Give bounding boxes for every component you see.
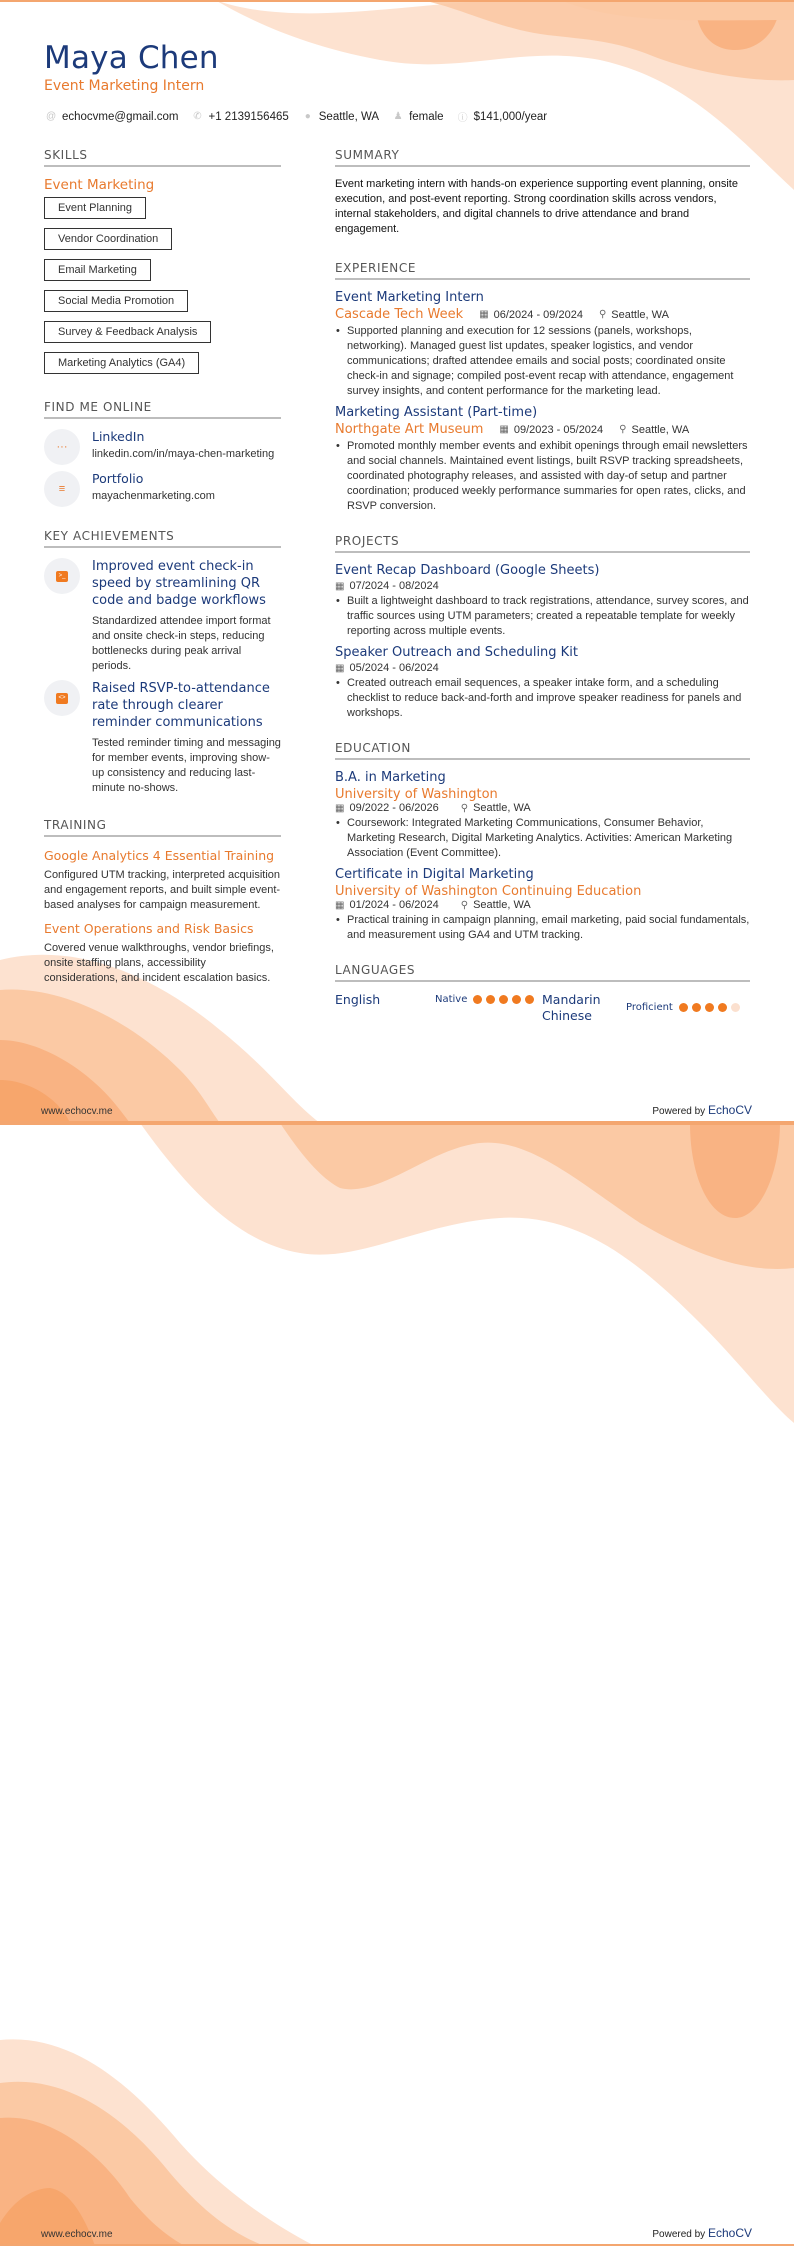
rating-dot-filled bbox=[486, 995, 495, 1004]
skill-group-title: Event Marketing bbox=[44, 177, 155, 193]
dates-value: 09/2022 - 06/2026 bbox=[349, 802, 439, 814]
language-proficiency bbox=[435, 992, 542, 1005]
contact-gender bbox=[393, 111, 444, 123]
rating-dot-filled bbox=[512, 995, 521, 1004]
rating-dot-filled bbox=[705, 1003, 714, 1012]
skill-tags bbox=[44, 197, 281, 374]
location-pin-icon: ⚲ bbox=[460, 899, 469, 911]
summary-text: Event marketing intern with hands-on experience supporting event planning, onsite execution, and post-event reporting. Strong coordination skills across vendors, internal stakeholders, and digital channels to drive attendance and brand engagement. bbox=[335, 178, 738, 235]
find-me-online-section bbox=[44, 400, 281, 507]
dates-value: 05/2024 - 06/2024 bbox=[349, 662, 439, 674]
person-icon: ♟ bbox=[393, 111, 403, 122]
location-value: Seattle, WA bbox=[611, 308, 669, 321]
rating-dot-filled bbox=[499, 995, 508, 1004]
rating-dot-filled bbox=[525, 995, 534, 1004]
skill-tag: Social Media Promotion bbox=[44, 290, 188, 312]
achievement-desc: Tested reminder timing and messaging for member events, improving show-up consistency and reducing last-minute no-shows. bbox=[92, 737, 281, 794]
experience-entry bbox=[335, 405, 750, 514]
decorative-waves-background bbox=[0, 1123, 794, 2246]
section-title-projects: PROJECTS bbox=[335, 534, 750, 553]
phone-icon: ✆ bbox=[193, 111, 202, 122]
project-entry bbox=[335, 645, 750, 721]
rating-dot-filled bbox=[692, 1003, 701, 1012]
project-title: Speaker Outreach and Scheduling Kit bbox=[335, 645, 578, 660]
location-value: Seattle, WA bbox=[318, 110, 380, 123]
project-dates bbox=[335, 662, 439, 674]
achievement-icon-wrap bbox=[44, 680, 80, 716]
training-section bbox=[44, 818, 281, 986]
language-name: Mandarin Chinese bbox=[542, 992, 601, 1023]
key-achievements-section bbox=[44, 529, 281, 796]
menu-icon: ≡ bbox=[44, 471, 80, 507]
contact-bar bbox=[46, 109, 547, 124]
languages-section bbox=[335, 963, 750, 1024]
project-dates bbox=[335, 580, 439, 592]
language-level: Native bbox=[435, 994, 468, 1005]
section-title-languages: LANGUAGES bbox=[335, 963, 750, 982]
online-item-url[interactable]: linkedin.com/in/maya-chen-marketing bbox=[92, 448, 275, 460]
language-name: English bbox=[335, 992, 381, 1007]
education-degree: Certificate in Digital Marketing bbox=[335, 867, 534, 882]
gender-value: female bbox=[409, 110, 444, 123]
section-title-online: FIND ME ONLINE bbox=[44, 400, 281, 419]
resume-page-2 bbox=[0, 1123, 794, 2246]
experience-title: Marketing Assistant (Part-time) bbox=[335, 405, 538, 420]
experience-entry bbox=[335, 290, 750, 399]
footer-website[interactable]: www.echocv.me bbox=[41, 1106, 113, 1117]
education-section bbox=[335, 741, 750, 943]
language-level: Proficient bbox=[626, 1002, 673, 1013]
location-value: Seattle, WA bbox=[631, 423, 690, 436]
languages-row bbox=[335, 992, 750, 1024]
right-column bbox=[335, 148, 750, 1044]
experience-bullet: • Promoted monthly member events and exhibit openings through email newsletters and social channels. Maintained event listings, built RSVP tracking spreadsheets, coordinated photography releases, and assisted with day-of setup and partner coordination; produced weekly performance summaries for open rates, clicks, and RSVP conversion. bbox=[335, 439, 750, 514]
powered-by-label: Powered by bbox=[652, 2229, 706, 2240]
project-bullet: • Built a lightweight dashboard to track registrations, attendance, survey scores, and traffic sources using UTM parameters; created a repeatable template for weekly reporting across multiple events. bbox=[335, 594, 750, 639]
online-item-label: Portfolio bbox=[92, 471, 144, 486]
rating-dot-filled bbox=[718, 1003, 727, 1012]
section-title-experience: EXPERIENCE bbox=[335, 261, 750, 280]
achievement-item bbox=[44, 680, 281, 796]
rating-dots bbox=[473, 995, 534, 1004]
location-value: Seattle, WA bbox=[473, 802, 531, 814]
experience-location bbox=[619, 424, 689, 436]
code-icon: <> bbox=[56, 693, 68, 704]
footer-website[interactable]: www.echocv.me bbox=[41, 2229, 113, 2240]
location-pin-icon: ⚲ bbox=[619, 424, 627, 435]
brand-name: EchoCV bbox=[707, 1103, 752, 1117]
education-school: University of Washington Continuing Education bbox=[335, 884, 642, 899]
project-entry bbox=[335, 563, 750, 639]
training-title: Event Operations and Risk Basics bbox=[44, 921, 254, 936]
section-title-achievements: KEY ACHIEVEMENTS bbox=[44, 529, 281, 548]
online-item-label: LinkedIn bbox=[92, 429, 145, 444]
calendar-icon: ▦ bbox=[499, 424, 509, 435]
terminal-icon: >_ bbox=[56, 571, 68, 582]
at-icon: @ bbox=[46, 111, 57, 122]
education-degree: B.A. in Marketing bbox=[335, 770, 446, 785]
experience-org: Northgate Art Museum bbox=[335, 422, 484, 437]
location-value: Seattle, WA bbox=[473, 899, 531, 911]
rating-dots bbox=[679, 1003, 740, 1012]
achievement-desc: Standardized attendee import format and onsite check-in steps, reducing bottlenecks during peak arrival periods. bbox=[92, 615, 271, 672]
footer-powered-by[interactable] bbox=[652, 2226, 752, 2240]
candidate-title: Event Marketing Intern bbox=[44, 78, 205, 94]
training-title: Google Analytics 4 Essential Training bbox=[44, 848, 275, 863]
experience-dates bbox=[499, 424, 603, 436]
experience-dates bbox=[479, 309, 583, 321]
salary-icon: ⓘ bbox=[457, 113, 468, 124]
dates-value: 07/2024 - 08/2024 bbox=[349, 580, 439, 592]
contact-salary bbox=[458, 109, 548, 124]
projects-section bbox=[335, 534, 750, 721]
salary-value: $141,000/year bbox=[473, 110, 548, 123]
skills-section bbox=[44, 148, 281, 374]
education-location bbox=[461, 899, 531, 911]
experience-org: Cascade Tech Week bbox=[335, 307, 464, 322]
left-column bbox=[44, 148, 281, 993]
online-item-linkedin[interactable] bbox=[44, 429, 281, 465]
calendar-icon: ▦ bbox=[335, 662, 345, 674]
experience-section bbox=[335, 261, 750, 514]
section-title-education: EDUCATION bbox=[335, 741, 750, 760]
calendar-icon: ▦ bbox=[335, 802, 345, 814]
calendar-icon: ▦ bbox=[479, 309, 489, 320]
skill-tag: Email Marketing bbox=[44, 259, 151, 281]
rating-dot-filled bbox=[679, 1003, 688, 1012]
education-dates bbox=[335, 899, 439, 911]
location-pin-icon: ⚲ bbox=[598, 309, 607, 320]
achievement-item bbox=[44, 558, 281, 674]
language-proficiency bbox=[626, 992, 740, 1013]
section-title-summary: SUMMARY bbox=[335, 148, 750, 167]
ellipsis-icon: ··· bbox=[44, 429, 80, 465]
email-value: echocvme@gmail.com bbox=[62, 110, 179, 123]
experience-bullet: • Supported planning and execution for 12 sessions (panels, workshops, networking). Managed guest list updates, speaker logistics, and vendor communications; drafted attendee emails and social posts; coordinated onsite check-in and signage; compiled post-event recap with attendance, engagement survey insights, and content performance for the marketing lead. bbox=[335, 324, 750, 399]
contact-phone[interactable] bbox=[193, 111, 289, 123]
experience-location bbox=[599, 309, 669, 321]
education-location bbox=[461, 802, 531, 814]
achievement-icon-wrap bbox=[44, 558, 80, 594]
footer-powered-by[interactable] bbox=[652, 1103, 752, 1117]
education-bullet: • Coursework: Integrated Marketing Communications, Consumer Behavior, Marketing Research, Digital Marketing Analytics. Activities: American Marketing Association (Event Committee). bbox=[335, 816, 750, 861]
location-icon: ● bbox=[304, 111, 311, 122]
project-bullet: • Created outreach email sequences, a speaker intake form, and a scheduling checklist to reduce back-and-forth and improve speaker readiness for panels and workshops. bbox=[335, 676, 750, 721]
experience-title: Event Marketing Intern bbox=[335, 290, 484, 305]
calendar-icon: ▦ bbox=[335, 580, 345, 592]
skill-tag: Event Planning bbox=[44, 197, 146, 219]
education-entry bbox=[335, 770, 750, 861]
phone-value: +1 2139156465 bbox=[208, 110, 289, 123]
section-title-skills: SKILLS bbox=[44, 148, 281, 167]
online-item-portfolio[interactable] bbox=[44, 471, 281, 507]
training-desc: Configured UTM tracking, interpreted acquisition and engagement reports, and built simple event-based analyses for campaign measurement. bbox=[44, 869, 281, 911]
section-title-training: TRAINING bbox=[44, 818, 281, 837]
contact-location bbox=[303, 111, 379, 123]
education-dates bbox=[335, 802, 439, 814]
achievement-title: Improved event check-in speed by streamlining QR code and badge workflows bbox=[92, 559, 266, 608]
training-desc: Covered venue walkthroughs, vendor briefings, onsite staffing plans, accessibility considerations, and incident escalation basics. bbox=[44, 942, 274, 984]
rating-dot-filled bbox=[473, 995, 482, 1004]
top-accent-line bbox=[0, 0, 794, 2]
powered-by-label: Powered by bbox=[652, 1106, 706, 1117]
skill-tag: Survey & Feedback Analysis bbox=[44, 321, 211, 343]
resume-header bbox=[44, 40, 219, 94]
dates-value: 01/2024 - 06/2024 bbox=[349, 899, 439, 911]
candidate-name: Maya Chen bbox=[44, 40, 219, 76]
calendar-icon: ▦ bbox=[335, 899, 345, 911]
dates-value: 06/2024 - 09/2024 bbox=[493, 308, 583, 321]
project-title: Event Recap Dashboard (Google Sheets) bbox=[335, 563, 600, 578]
education-bullet: • Practical training in campaign planning, email marketing, paid social fundamentals, and measurement using GA4 and UTM tracking. bbox=[335, 913, 750, 943]
brand-name: EchoCV bbox=[707, 2226, 752, 2240]
contact-email[interactable] bbox=[46, 111, 179, 123]
dates-value: 09/2023 - 05/2024 bbox=[513, 423, 604, 436]
achievement-title: Raised RSVP-to-attendance rate through clearer reminder communications bbox=[92, 681, 270, 730]
summary-section bbox=[335, 148, 750, 237]
location-pin-icon: ⚲ bbox=[460, 802, 469, 814]
education-entry bbox=[335, 867, 750, 943]
rating-dot-empty bbox=[731, 1003, 740, 1012]
online-item-url[interactable]: mayachenmarketing.com bbox=[92, 490, 215, 502]
education-school: University of Washington bbox=[335, 787, 498, 802]
skill-tag: Vendor Coordination bbox=[44, 228, 172, 250]
top-accent-line bbox=[0, 1123, 794, 1125]
skill-tag: Marketing Analytics (GA4) bbox=[44, 352, 199, 374]
